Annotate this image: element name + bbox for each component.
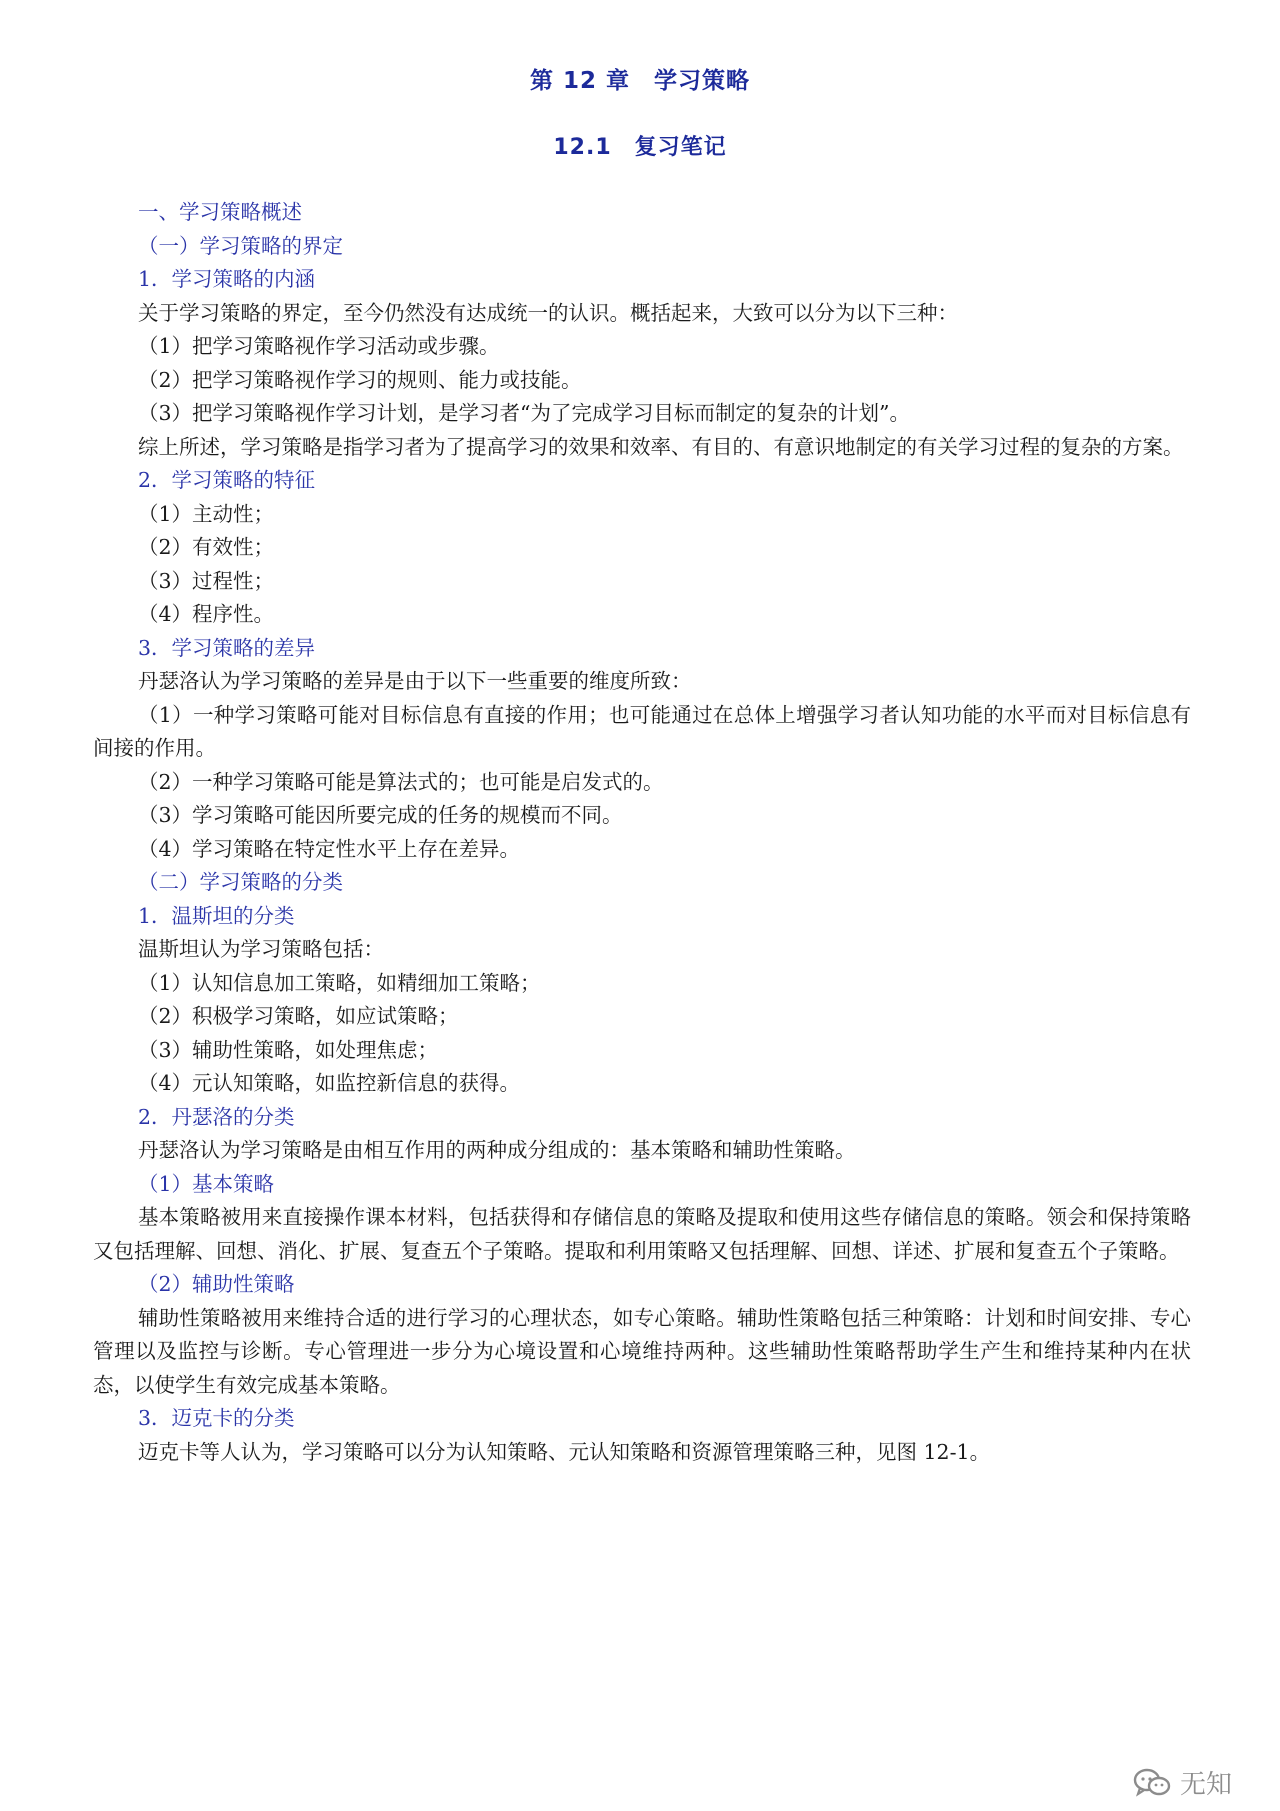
- heading-line: 3．迈克卡的分类: [138, 1406, 295, 1430]
- text-line: （3）辅助性策略，如处理焦虑；: [138, 1037, 439, 1062]
- heading-line: （2）辅助性策略: [138, 1272, 295, 1296]
- text-line: 关于学习策略的界定，至今仍然没有达成统一的认识。概括起来，大致可以分为以下三种：: [138, 300, 958, 325]
- paragraph: 综上所述，学习策略是指学习者为了提高学习的效果和效率、有目的、有意识地制定的有关学习过程的复杂的方案。: [138, 434, 1184, 459]
- paragraph: 基本策略被用来直接操作课本材料，包括获得和存储信息的策略及提取和使用这些存储信息的策略。领会和保持策略又包括理解、回想、消化、扩展、复查五个子策略。提取和利用策略又包括理解、回想、详述、扩展和复查五个子策略。: [93, 1205, 1191, 1263]
- watermark-text: 无知: [1179, 1770, 1232, 1800]
- section-title: 12.1 复习笔记: [553, 135, 727, 160]
- watermark: [1132, 1764, 1232, 1801]
- text-line: （1）主动性；: [138, 501, 275, 526]
- heading-line: 1．温斯坦的分类: [138, 903, 295, 928]
- text-line: 丹瑟洛认为学习策略是由相互作用的两种成分组成的：基本策略和辅助性策略。: [138, 1138, 856, 1162]
- text-line: （4）学习策略在特定性水平上存在差异。: [138, 836, 521, 861]
- text-line: （1）认知信息加工策略，如精细加工策略；: [138, 970, 541, 995]
- heading-line: （一）学习策略的界定: [138, 233, 343, 258]
- heading-line: 3．学习策略的差异: [138, 635, 316, 660]
- heading-line: 2．学习策略的特征: [138, 468, 316, 492]
- text-line: （1）把学习策略视作学习活动或步骤。: [138, 334, 500, 358]
- heading-line: 1．学习策略的内涵: [138, 267, 316, 291]
- text-line: （2）有效性；: [138, 535, 275, 559]
- paragraph: （1）一种学习策略可能对目标信息有直接的作用；也可能通过在总体上增强学习者认知功能的水平而对目标信息有间接的作用。: [93, 702, 1191, 760]
- document-body: [93, 196, 1191, 1469]
- text-line: （2）一种学习策略可能是算法式的；也可能是启发式的。: [138, 769, 664, 794]
- heading-line: （二）学习策略的分类: [138, 870, 343, 894]
- text-line: （2）积极学习策略，如应试策略；: [138, 1004, 459, 1028]
- text-line: （3）把学习策略视作学习计划，是学习者“为了完成学习目标而制定的复杂的计划”。: [138, 401, 911, 425]
- text-line: （3）学习策略可能因所要完成的任务的规模而不同。: [138, 803, 623, 827]
- text-line: （4）程序性。: [138, 602, 275, 626]
- chapter-title: 第 12 章 学习策略: [529, 68, 751, 94]
- text-line: 丹瑟洛认为学习策略的差异是由于以下一些重要的维度所致：: [138, 669, 692, 693]
- wechat-logo-icon: [1132, 1767, 1172, 1799]
- heading-line: 一、学习策略概述: [138, 200, 302, 224]
- paragraph: 辅助性策略被用来维持合适的进行学习的心理状态，如专心策略。辅助性策略包括三种策略：计划和时间安排、专心管理以及监控与诊断。专心管理进一步分为心境设置和心境维持两种。这些辅助性策略帮助学生产生和维持某种内在状态，以使学生有效完成基本策略。: [93, 1305, 1191, 1397]
- text-line: 迈克卡等人认为，学习策略可以分为认知策略、元认知策略和资源管理策略三种，见图 12-1。: [138, 1439, 991, 1464]
- text-line: （4）元认知策略，如监控新信息的获得。: [138, 1071, 521, 1095]
- text-line: 温斯坦认为学习策略包括：: [138, 937, 384, 961]
- text-line: （2）把学习策略视作学习的规则、能力或技能。: [138, 367, 582, 392]
- heading-line: 2．丹瑟洛的分类: [138, 1104, 295, 1129]
- text-line: （3）过程性；: [138, 568, 275, 593]
- heading-line: （1）基本策略: [138, 1171, 275, 1196]
